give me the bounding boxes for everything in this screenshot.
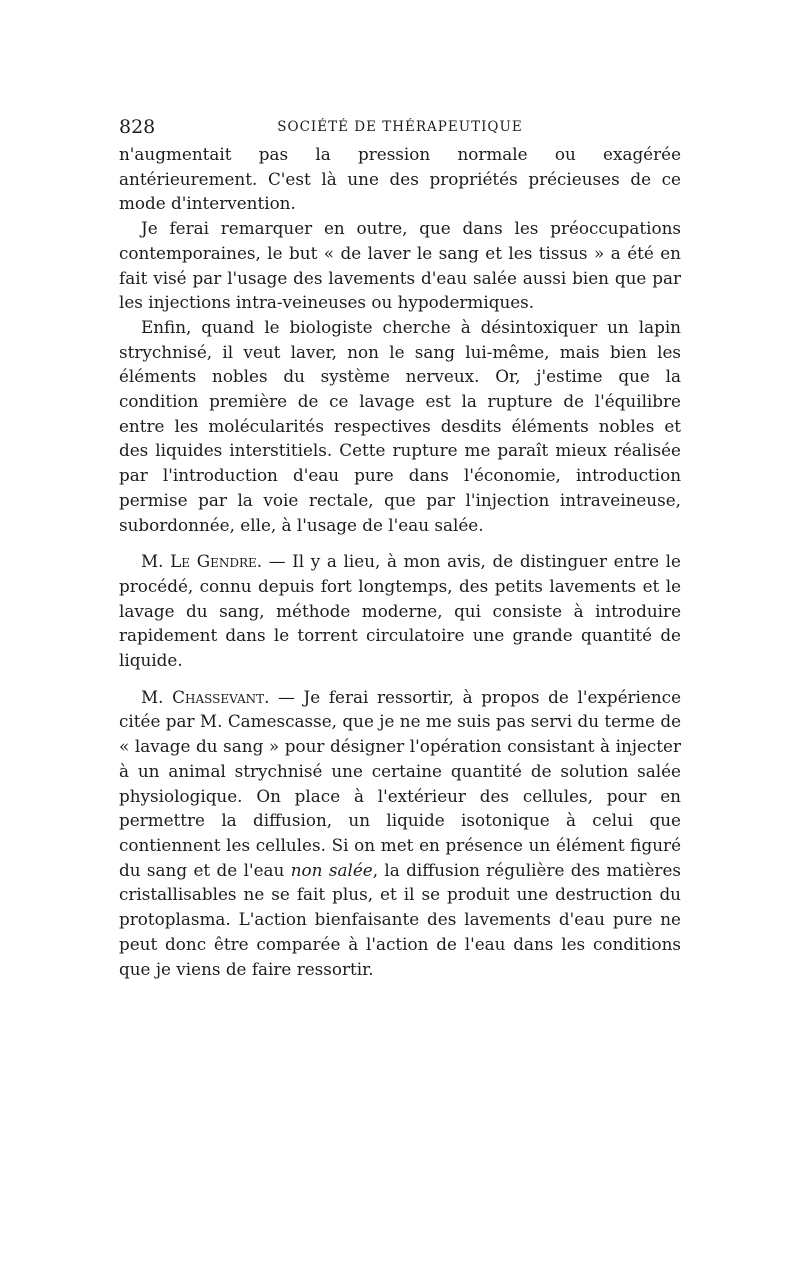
paragraph-chassevant: [119, 685, 681, 981]
page: [119, 112, 681, 981]
paragraph-text: — Il y a lieu, à mon avis, de distinguer entre le procédé, connu depuis fort longtemps, des petits lavements et le lavage du sang, méthode moderne, qui consiste à introduire rapidement dans le torrent circulatoire une grande quantité de liquide.: [119, 551, 681, 671]
speaker-name: M. Chassevant.: [141, 686, 270, 707]
paragraph: Enfin, quand le biologiste cherche à désintoxiquer un lapin strychnisé, il veut laver, non le sang lui-même, mais bien les éléments nobles du système nerveux. Or, j'estime que la condition première de ce lavage est la rupture de l'équilibre entre les molécularités respectives desdits éléments nobles et des liquides interstitiels. Cette rupture me paraît mieux réalisée par l'introduction d'eau pure dans l'économie, introduction permise par la voie rectale, que par l'injection intraveineuse, subordonnée, elle, à l'usage de l'eau salée.: [119, 316, 681, 535]
paragraph-text: — Je ferai ressortir, à propos de l'expérience citée par M. Camescasse, que je ne me suis pas servi du terme de « lavage du sang » pour désigner l'opération consistant à injecter à un animal strychnisé une certaine quantité de solution salée physiologique. On place à l'extérieur des cellules, pour en permettre la diffusion, un liquide isotonique à celui que contiennent les cellules. Si on met en présence un élément figuré du sang et de l'eau: [119, 686, 681, 880]
paragraph-text: , la diffusion régulière des matières cristallisables ne se fait plus, et il se produit une destruction du protoplasma. L'action bienfaisante des lavements d'eau pure ne peut donc être comparée à l'action de l'eau dans les conditions que je viens de faire ressortir.: [119, 859, 681, 979]
running-title: SOCIÉTÉ DE THÉRAPEUTIQUE: [277, 119, 523, 135]
emphasis-text: non salée: [290, 859, 373, 880]
body-text: [119, 142, 681, 981]
page-number: 828: [119, 116, 156, 138]
paragraph-le-gendre: [119, 549, 681, 673]
speaker-name: M. Le Gendre.: [141, 551, 263, 572]
paragraph: n'augmentait pas la pression normale ou exagérée antérieurement. C'est là une des propriétés précieuses de ce mode d'intervention.: [119, 144, 681, 214]
page-header: [119, 112, 681, 142]
paragraph: Je ferai remarquer en outre, que dans les préoccupations contemporaines, le but « de laver le sang et les tissus » a été en fait visé par l'usage des lavements d'eau salée aussi bien que par les injections intra-veineuses ou hypodermiques.: [119, 218, 681, 313]
